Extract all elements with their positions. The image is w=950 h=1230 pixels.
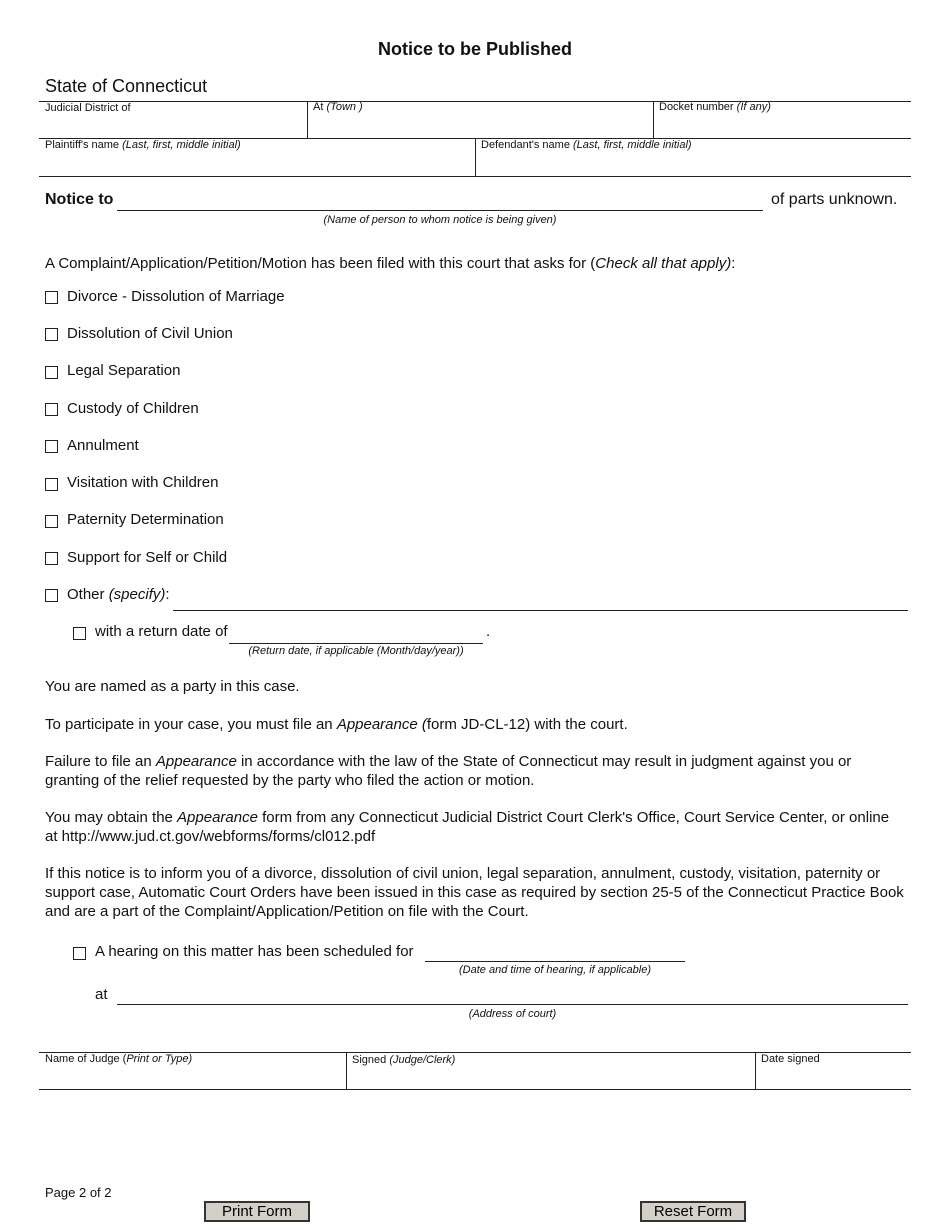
- return-date-label: with a return date of: [95, 623, 228, 640]
- divorce-checkbox[interactable]: [45, 291, 58, 304]
- town-field[interactable]: At (Town ): [313, 101, 363, 113]
- at-label: at: [95, 986, 108, 1003]
- hearing-date-input-line[interactable]: [425, 961, 685, 962]
- page-number: Page 2 of 2: [45, 1185, 112, 1200]
- divider: [755, 1052, 756, 1089]
- divider: [653, 101, 654, 138]
- divider: [39, 176, 911, 177]
- notice-to-caption: (Name of person to whom notice is being given): [323, 214, 557, 226]
- signed-field[interactable]: Signed (Judge/Clerk): [352, 1054, 456, 1066]
- divider: [346, 1052, 347, 1089]
- divider: [39, 1089, 911, 1090]
- divider: [475, 138, 476, 176]
- divider: [39, 101, 911, 102]
- divorce-label: Divorce - Dissolution of Marriage: [67, 288, 285, 305]
- annulment-checkbox[interactable]: [45, 440, 58, 453]
- complaint-intro: A Complaint/Application/Petition/Motion has been filed with this court that asks for (Check all that apply):: [45, 255, 736, 272]
- paternity-label: Paternity Determination: [67, 511, 224, 528]
- support-label: Support for Self or Child: [67, 549, 228, 566]
- hearing-checkbox[interactable]: [73, 947, 86, 960]
- return-date-caption: (Return date, if applicable (Month/day/year)): [248, 645, 464, 657]
- other-checkbox[interactable]: [45, 589, 58, 602]
- failure-text: Failure to file an Appearance in accordance with the law of the State of Connecticut may result in judgment against you or granting of the relief requested by the party who filed the action or motion.: [45, 753, 852, 789]
- other-specify-input-line[interactable]: [173, 610, 908, 611]
- visitation-checkbox[interactable]: [45, 478, 58, 491]
- participate-text: To participate in your case, you must file an Appearance (form JD-CL-12) with the court.: [45, 716, 628, 733]
- named-party-text: You are named as a party in this case.: [45, 678, 300, 695]
- page-title: Notice to be Published: [377, 39, 573, 59]
- print-form-button[interactable]: Print Form: [204, 1201, 310, 1222]
- notice-to-label: Notice to: [45, 191, 114, 208]
- divider: [307, 101, 308, 138]
- plaintiff-name-field[interactable]: Plaintiff's name (Last, first, middle initial): [45, 139, 241, 151]
- automatic-orders-text: If this notice is to inform you of a divorce, dissolution of civil union, legal separation, annulment, custody, visitation, paternity or support case, Automatic Court Orders have been issued in this case as required by section 25-5 of the Connecticut Practice Book and are a part of the Complaint/Application/Petition on file with the Court.: [45, 865, 904, 920]
- court-address-input-line[interactable]: [117, 1004, 908, 1005]
- parts-unknown-label: of parts unknown.: [771, 191, 898, 208]
- obtain-form-text: You may obtain the Appearance form from any Connecticut Judicial District Court Clerk's Office, Court Service Center, or online at http://www.jud.ct.gov/webforms/forms/cl012.pdf: [45, 809, 890, 845]
- paternity-checkbox[interactable]: [45, 515, 58, 528]
- state-label: State of Connecticut: [45, 76, 208, 96]
- legal-separation-label: Legal Separation: [67, 362, 181, 379]
- civil-union-label: Dissolution of Civil Union: [67, 325, 233, 342]
- judicial-district-label: Judicial District of: [45, 102, 131, 114]
- support-checkbox[interactable]: [45, 552, 58, 565]
- defendant-name-field[interactable]: Defendant's name (Last, first, middle initial): [481, 139, 692, 151]
- visitation-label: Visitation with Children: [67, 474, 219, 491]
- return-date-input-line[interactable]: [229, 643, 483, 644]
- court-address-caption: (Address of court): [468, 1008, 557, 1020]
- reset-form-button[interactable]: Reset Form: [640, 1201, 746, 1222]
- judge-name-field[interactable]: Name of Judge (Print or Type): [45, 1053, 193, 1065]
- judicial-district-field[interactable]: [45, 102, 131, 114]
- custody-checkbox[interactable]: [45, 403, 58, 416]
- hearing-label: A hearing on this matter has been scheduled for: [95, 943, 414, 960]
- annulment-label: Annulment: [67, 437, 139, 454]
- legal-separation-checkbox[interactable]: [45, 366, 58, 379]
- civil-union-checkbox[interactable]: [45, 328, 58, 341]
- other-label: Other (specify):: [67, 586, 170, 603]
- hearing-date-caption: (Date and time of hearing, if applicable): [459, 964, 651, 976]
- return-date-checkbox[interactable]: [73, 627, 86, 640]
- notice-to-input-line[interactable]: [117, 210, 763, 211]
- return-date-period: .: [486, 623, 491, 640]
- date-signed-field[interactable]: Date signed: [761, 1053, 820, 1065]
- custody-label: Custody of Children: [67, 400, 199, 417]
- docket-number-field[interactable]: Docket number (If any): [659, 101, 771, 113]
